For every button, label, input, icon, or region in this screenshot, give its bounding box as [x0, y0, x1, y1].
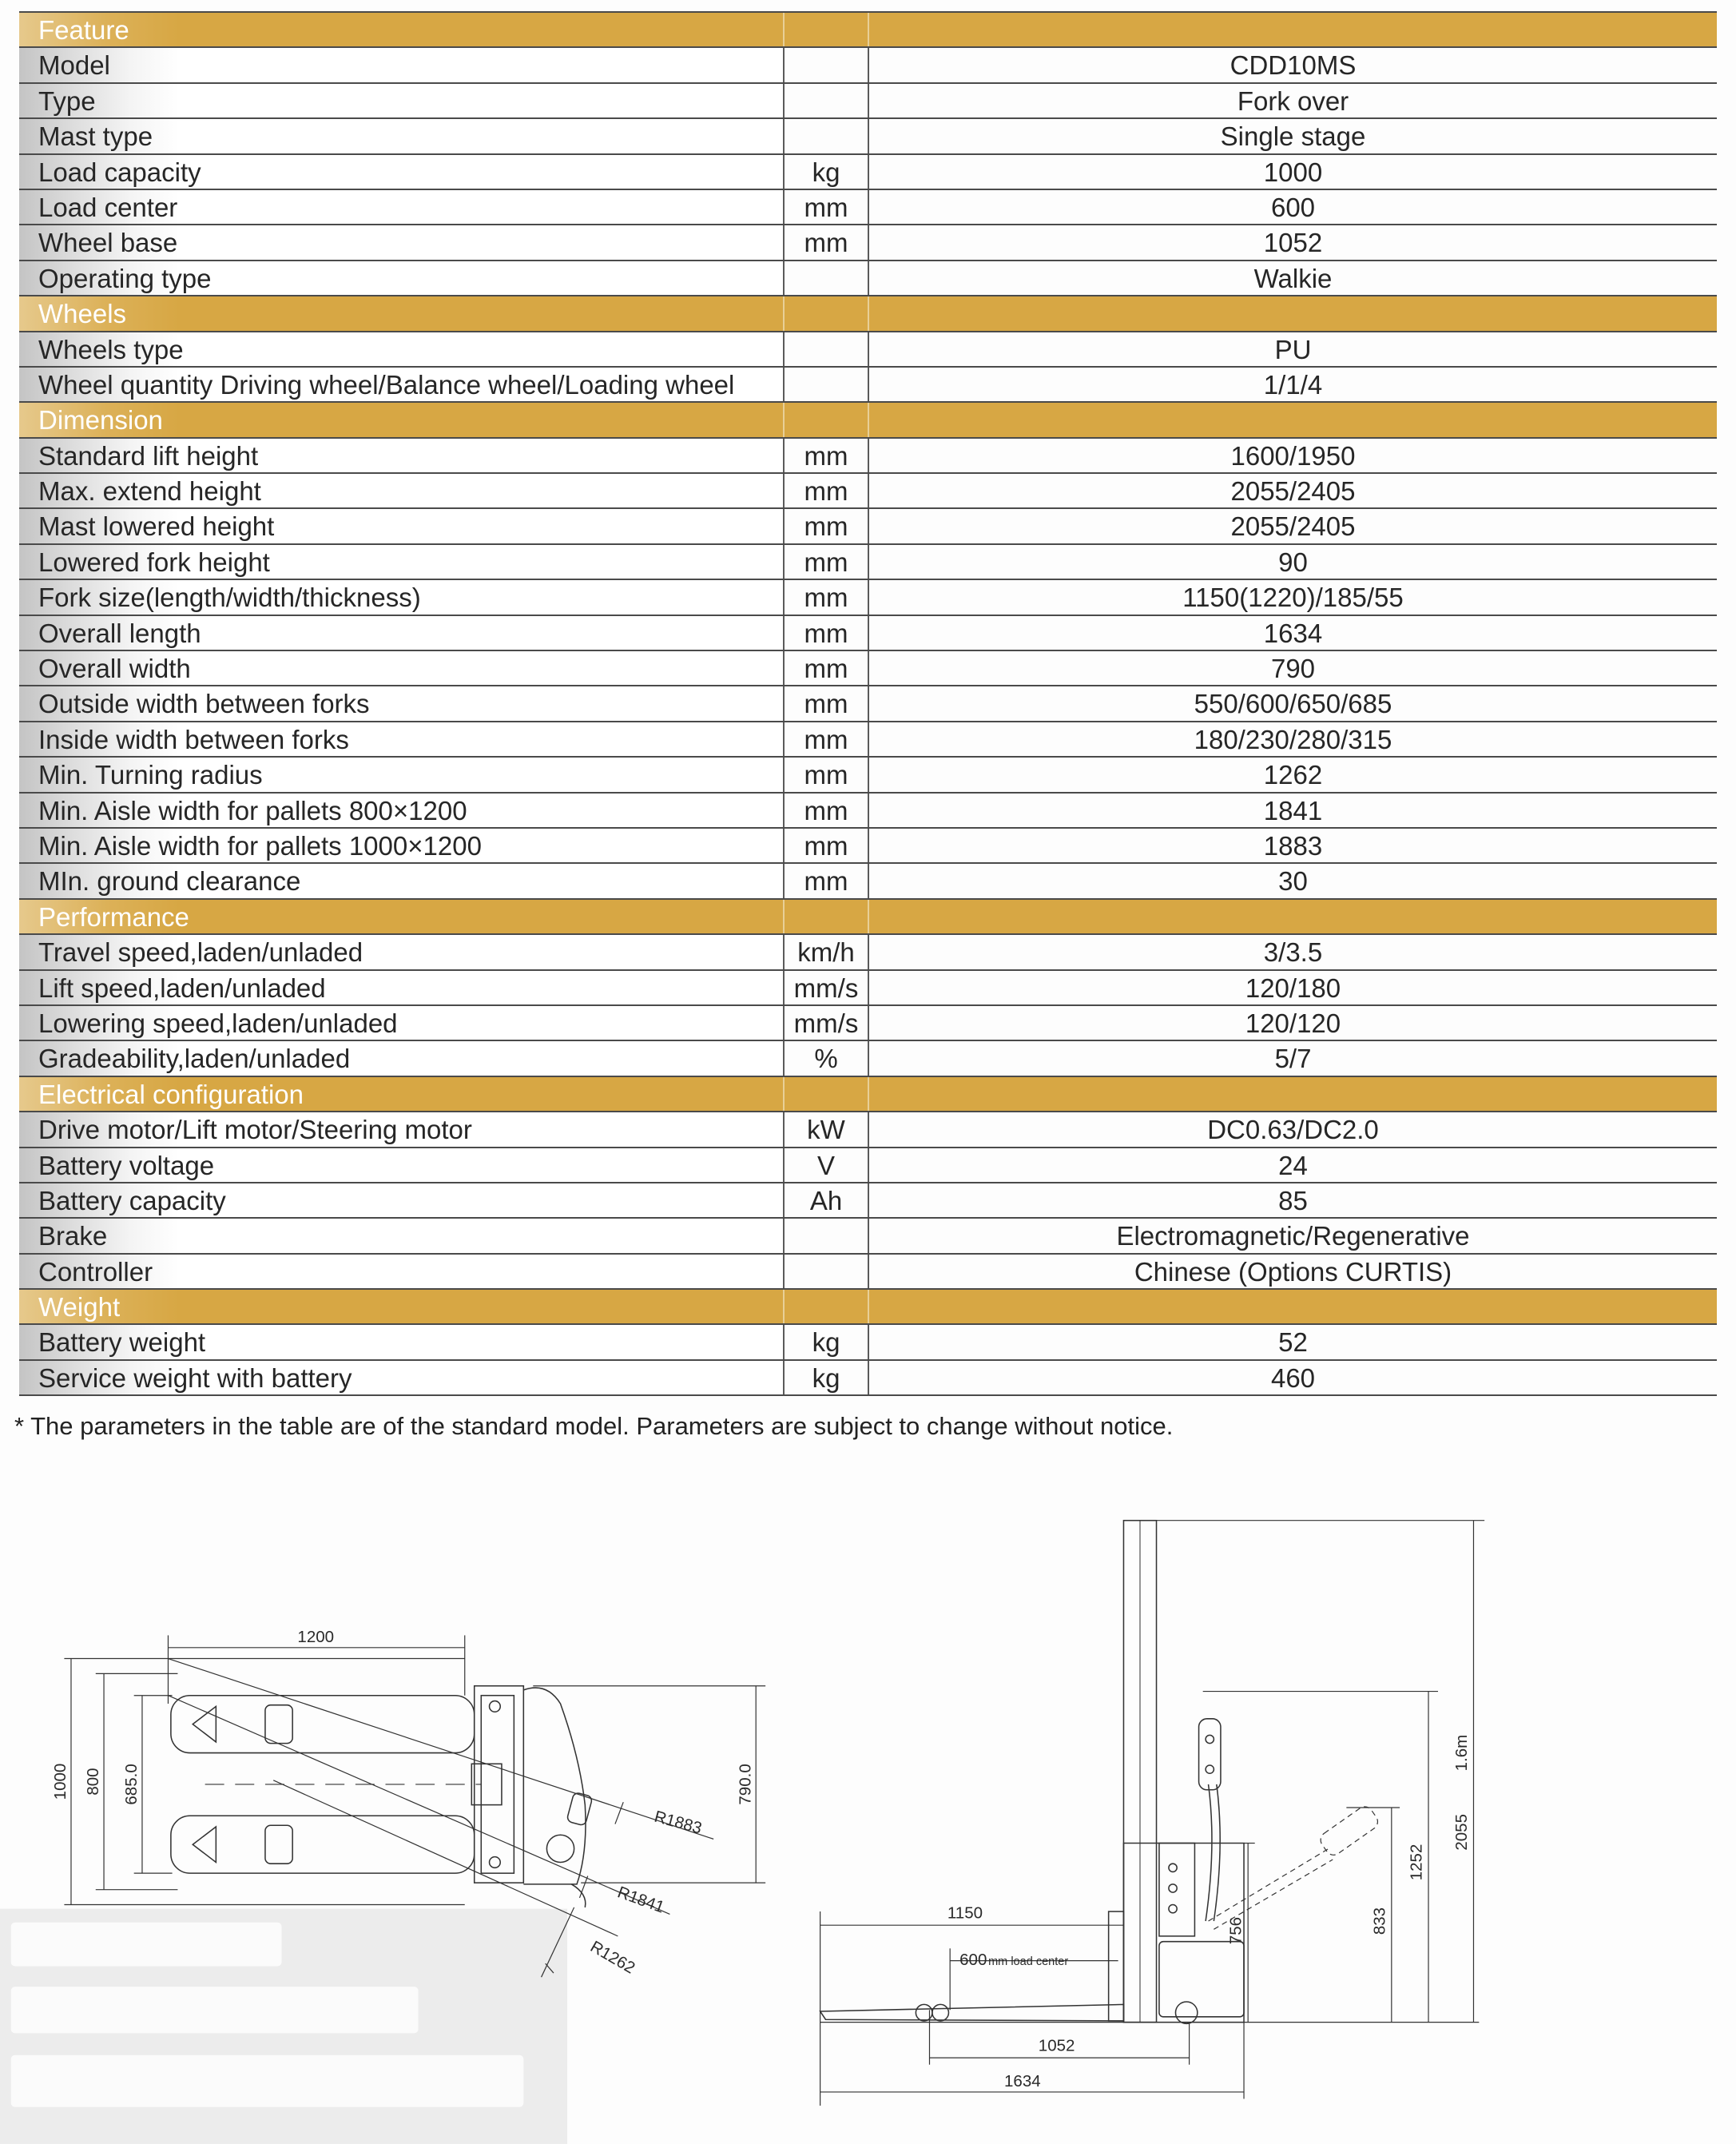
section-title: Weight — [19, 1290, 785, 1323]
spec-row-service-weight — [19, 1361, 1717, 1396]
spec-value: 1841 — [1263, 795, 1323, 825]
spec-unit: mm/s — [785, 971, 869, 1004]
spec-unit: kg — [785, 155, 869, 189]
spec-label: Wheels type — [19, 332, 785, 366]
dim-label-lift-height: 1.6m — [1452, 1734, 1471, 1772]
spec-row-load-center — [19, 190, 1717, 225]
fork-top — [171, 1696, 475, 1753]
spec-unit — [785, 84, 869, 117]
spec-label: Model — [19, 48, 785, 82]
side-view-drawing — [820, 1521, 1485, 2106]
section-header-feature — [19, 13, 1717, 48]
spec-unit — [785, 48, 869, 82]
spec-value: Electromagnetic/Regenerative — [1116, 1221, 1470, 1251]
spec-unit: mm — [785, 651, 869, 685]
spec-value: 52 — [1278, 1327, 1308, 1358]
spec-unit: kg — [785, 1361, 869, 1394]
spec-value: 550/600/650/685 — [1194, 689, 1392, 719]
spec-row-model — [19, 48, 1717, 83]
spec-value: 1634 — [1263, 618, 1323, 648]
spec-row-controller — [19, 1255, 1717, 1290]
dim-label-body-width: 790.0 — [736, 1764, 755, 1805]
spec-unit: km/h — [785, 935, 869, 969]
spec-label: Max. extend height — [19, 474, 785, 507]
spec-value: DC0.63/DC2.0 — [1207, 1115, 1379, 1145]
dim-label-overall-length: 1634 — [1004, 2072, 1041, 2091]
spec-value: 1262 — [1263, 760, 1323, 790]
dim-label-tiller-high-height: 1252 — [1407, 1844, 1426, 1881]
header-value-cell — [869, 13, 1717, 46]
tiller-upright — [1199, 1719, 1221, 1921]
spec-row-type — [19, 84, 1717, 119]
spec-label: Lift speed,laden/unladed — [19, 971, 785, 1004]
spec-label: Travel speed,laden/unladed — [19, 935, 785, 969]
spec-label: Operating type — [19, 261, 785, 295]
dim-label-radius-medium: R1841 — [614, 1883, 667, 1917]
spec-label: Battery weight — [19, 1325, 785, 1358]
spec-row-fork-size — [19, 580, 1717, 615]
spec-unit: mm — [785, 225, 869, 259]
header-value-cell — [869, 1077, 1717, 1111]
spec-unit: mm/s — [785, 1006, 869, 1040]
spec-label: Brake — [19, 1219, 785, 1252]
spec-value: 90 — [1278, 547, 1308, 577]
fork-bottom — [171, 1816, 475, 1873]
spec-unit — [785, 332, 869, 366]
spec-row-motors — [19, 1112, 1717, 1148]
spec-row-wheel-quantity — [19, 368, 1717, 403]
spec-unit: mm — [785, 580, 869, 614]
spec-row-travel-speed — [19, 935, 1717, 970]
spec-unit — [785, 261, 869, 295]
spec-row-lowered-fork-height — [19, 545, 1717, 580]
header-unit-cell — [785, 1290, 869, 1323]
technical-drawings — [0, 1490, 1736, 2144]
spec-unit — [785, 1255, 869, 1288]
dim-label-fork-length-side: 1150 — [947, 1903, 983, 1923]
section-title: Performance — [19, 900, 785, 933]
spec-row-wheel-base — [19, 225, 1717, 261]
spec-unit: mm — [785, 686, 869, 720]
header-unit-cell — [785, 900, 869, 933]
spec-label: Fork size(length/width/thickness) — [19, 580, 785, 614]
load-center-value: 600 — [959, 1950, 987, 1969]
spec-row-mast-type — [19, 119, 1717, 154]
dim-label-fork-outer-width: 685.0 — [122, 1764, 141, 1805]
spec-label: Gradeability,laden/unladed — [19, 1041, 785, 1075]
spec-unit: mm — [785, 829, 869, 862]
section-header-performance — [19, 900, 1717, 935]
spec-value: 120/120 — [1245, 1008, 1341, 1038]
spec-row-brake — [19, 1219, 1717, 1254]
spec-row-outside-width-forks — [19, 686, 1717, 722]
spec-label: Controller — [19, 1255, 785, 1288]
spec-unit: mm — [785, 190, 869, 224]
spec-label: Lowering speed,laden/unladed — [19, 1006, 785, 1040]
spec-unit: mm — [785, 758, 869, 791]
dim-label-mast-height: 2055 — [1452, 1814, 1471, 1851]
spec-value: 3/3.5 — [1263, 937, 1323, 968]
spec-label: Outside width between forks — [19, 686, 785, 720]
spec-unit — [785, 1219, 869, 1252]
header-unit-cell — [785, 1077, 869, 1111]
header-unit-cell — [785, 296, 869, 330]
section-header-weight — [19, 1290, 1717, 1325]
spec-value: Single stage — [1220, 121, 1366, 152]
spec-label: Battery voltage — [19, 1148, 785, 1182]
spec-label: Wheel quantity Driving wheel/Balance wheel/Loading wheel — [19, 368, 785, 401]
spec-value: 790 — [1270, 654, 1316, 684]
spec-row-max-extend-height — [19, 474, 1717, 509]
spec-row-overall-length — [19, 616, 1717, 651]
spec-label: Drive motor/Lift motor/Steering motor — [19, 1112, 785, 1146]
spec-unit: mm — [785, 616, 869, 650]
spec-label: Min. Aisle width for pallets 800×1200 — [19, 794, 785, 827]
section-title: Feature — [19, 13, 785, 46]
dim-label-outer-width: 1000 — [51, 1763, 70, 1800]
spec-label: MIn. ground clearance — [19, 864, 785, 897]
dim-label-radius-large: R1883 — [652, 1807, 704, 1838]
spec-label: Min. Aisle width for pallets 1000×1200 — [19, 829, 785, 862]
spec-row-aisle-width-1000 — [19, 829, 1717, 864]
footnote: * The parameters in the table are of the standard model. Parameters are subject to change without notice. — [14, 1412, 1174, 1440]
spec-row-gradeability — [19, 1041, 1717, 1076]
spec-value: 30 — [1278, 866, 1308, 897]
spec-row-standard-lift-height — [19, 439, 1717, 474]
spec-row-battery-voltage — [19, 1148, 1717, 1183]
spec-row-overall-width — [19, 651, 1717, 686]
section-title: Wheels — [19, 296, 785, 330]
section-header-dimension — [19, 403, 1717, 438]
spec-label: Min. Turning radius — [19, 758, 785, 791]
mast — [1123, 1521, 1156, 2023]
spec-unit — [785, 368, 869, 401]
dim-label-body-height: 756 — [1226, 1916, 1245, 1945]
spec-value: 1000 — [1263, 157, 1323, 187]
spec-row-wheels-type — [19, 332, 1717, 368]
spec-unit: mm — [785, 722, 869, 756]
spec-row-lowering-speed — [19, 1006, 1717, 1041]
spec-row-operating-type — [19, 261, 1717, 296]
spec-label: Load capacity — [19, 155, 785, 189]
spec-value: 600 — [1270, 192, 1316, 222]
spec-row-battery-weight — [19, 1325, 1717, 1360]
spec-value: 85 — [1278, 1185, 1308, 1215]
spec-value: 5/7 — [1274, 1044, 1312, 1074]
spec-label: Type — [19, 84, 785, 117]
header-value-cell — [869, 900, 1717, 933]
spec-unit: mm — [785, 474, 869, 507]
spec-value: Walkie — [1253, 263, 1333, 293]
spec-value: PU — [1274, 334, 1312, 364]
spec-label: Inside width between forks — [19, 722, 785, 756]
spec-value: 460 — [1270, 1362, 1316, 1393]
spec-value: 1/1/4 — [1263, 369, 1323, 400]
chassis-side — [1123, 1844, 1244, 2024]
dim-label-radius-small: R1262 — [586, 1937, 638, 1978]
load-wheels — [916, 2004, 948, 2021]
top-view-dimension-lines — [64, 1635, 765, 1904]
spec-row-ground-clearance — [19, 864, 1717, 899]
spec-label: Overall width — [19, 651, 785, 685]
spec-label: Overall length — [19, 616, 785, 650]
spec-unit: kg — [785, 1325, 869, 1358]
spec-row-inside-width-forks — [19, 722, 1717, 758]
spec-label: Load center — [19, 190, 785, 224]
spec-value: Chinese (Options CURTIS) — [1134, 1256, 1452, 1287]
header-value-cell — [869, 403, 1717, 436]
dim-label-load-center — [959, 1951, 1068, 1969]
spec-label: Standard lift height — [19, 439, 785, 472]
spec-unit: Ah — [785, 1183, 869, 1217]
chassis-top — [471, 1686, 593, 1907]
header-unit-cell — [785, 13, 869, 46]
tiller-tilted — [1209, 1804, 1381, 1929]
spec-unit: mm — [785, 864, 869, 897]
spec-row-load-capacity — [19, 155, 1717, 190]
spec-unit: % — [785, 1041, 869, 1075]
dim-label-fork-length: 1200 — [297, 1627, 335, 1646]
spec-label: Wheel base — [19, 225, 785, 259]
spec-value: Fork over — [1237, 86, 1349, 116]
spec-value: 120/180 — [1245, 973, 1341, 1003]
side-view-dimension-lines — [820, 1521, 1485, 2106]
spec-value: 2055/2405 — [1230, 476, 1356, 507]
spec-value: CDD10MS — [1230, 50, 1357, 81]
header-value-cell — [869, 296, 1717, 330]
spec-value: 1600/1950 — [1230, 440, 1356, 471]
spec-unit: V — [785, 1148, 869, 1182]
section-header-electrical — [19, 1077, 1717, 1112]
spec-value: 1150(1220)/185/55 — [1182, 583, 1404, 613]
dim-label-middle-width: 800 — [84, 1768, 103, 1796]
header-unit-cell — [785, 403, 869, 436]
spec-label: Mast type — [19, 119, 785, 153]
spec-label: Mast lowered height — [19, 509, 785, 543]
spec-unit: mm — [785, 545, 869, 579]
faded-print-overlay — [0, 1909, 567, 2144]
spec-unit: mm — [785, 439, 869, 472]
section-title: Dimension — [19, 403, 785, 436]
header-value-cell — [869, 1290, 1717, 1323]
section-header-wheels — [19, 296, 1717, 332]
spec-unit: mm — [785, 509, 869, 543]
dim-label-tiller-low-height: 833 — [1370, 1907, 1389, 1935]
spec-row-aisle-width-800 — [19, 794, 1717, 829]
spec-row-turning-radius — [19, 758, 1717, 793]
dim-label-wheel-base: 1052 — [1038, 2036, 1075, 2055]
spec-row-battery-capacity — [19, 1183, 1717, 1219]
spec-unit — [785, 119, 869, 153]
spec-unit: kW — [785, 1112, 869, 1146]
spec-value: 180/230/280/315 — [1194, 724, 1392, 754]
spec-label: Battery capacity — [19, 1183, 785, 1217]
spec-table — [19, 11, 1717, 1396]
spec-label: Lowered fork height — [19, 545, 785, 579]
load-center-label: mm load center — [988, 1955, 1069, 1968]
spec-row-mast-lowered-height — [19, 509, 1717, 544]
spec-value: 1052 — [1263, 228, 1323, 258]
section-title: Electrical configuration — [19, 1077, 785, 1111]
fork-side — [820, 2004, 1124, 2021]
spec-value: 2055/2405 — [1230, 511, 1356, 542]
spec-unit: mm — [785, 794, 869, 827]
spec-row-lift-speed — [19, 971, 1717, 1006]
spec-label: Service weight with battery — [19, 1361, 785, 1394]
spec-value: 1883 — [1263, 830, 1323, 861]
spec-value: 24 — [1278, 1150, 1308, 1180]
